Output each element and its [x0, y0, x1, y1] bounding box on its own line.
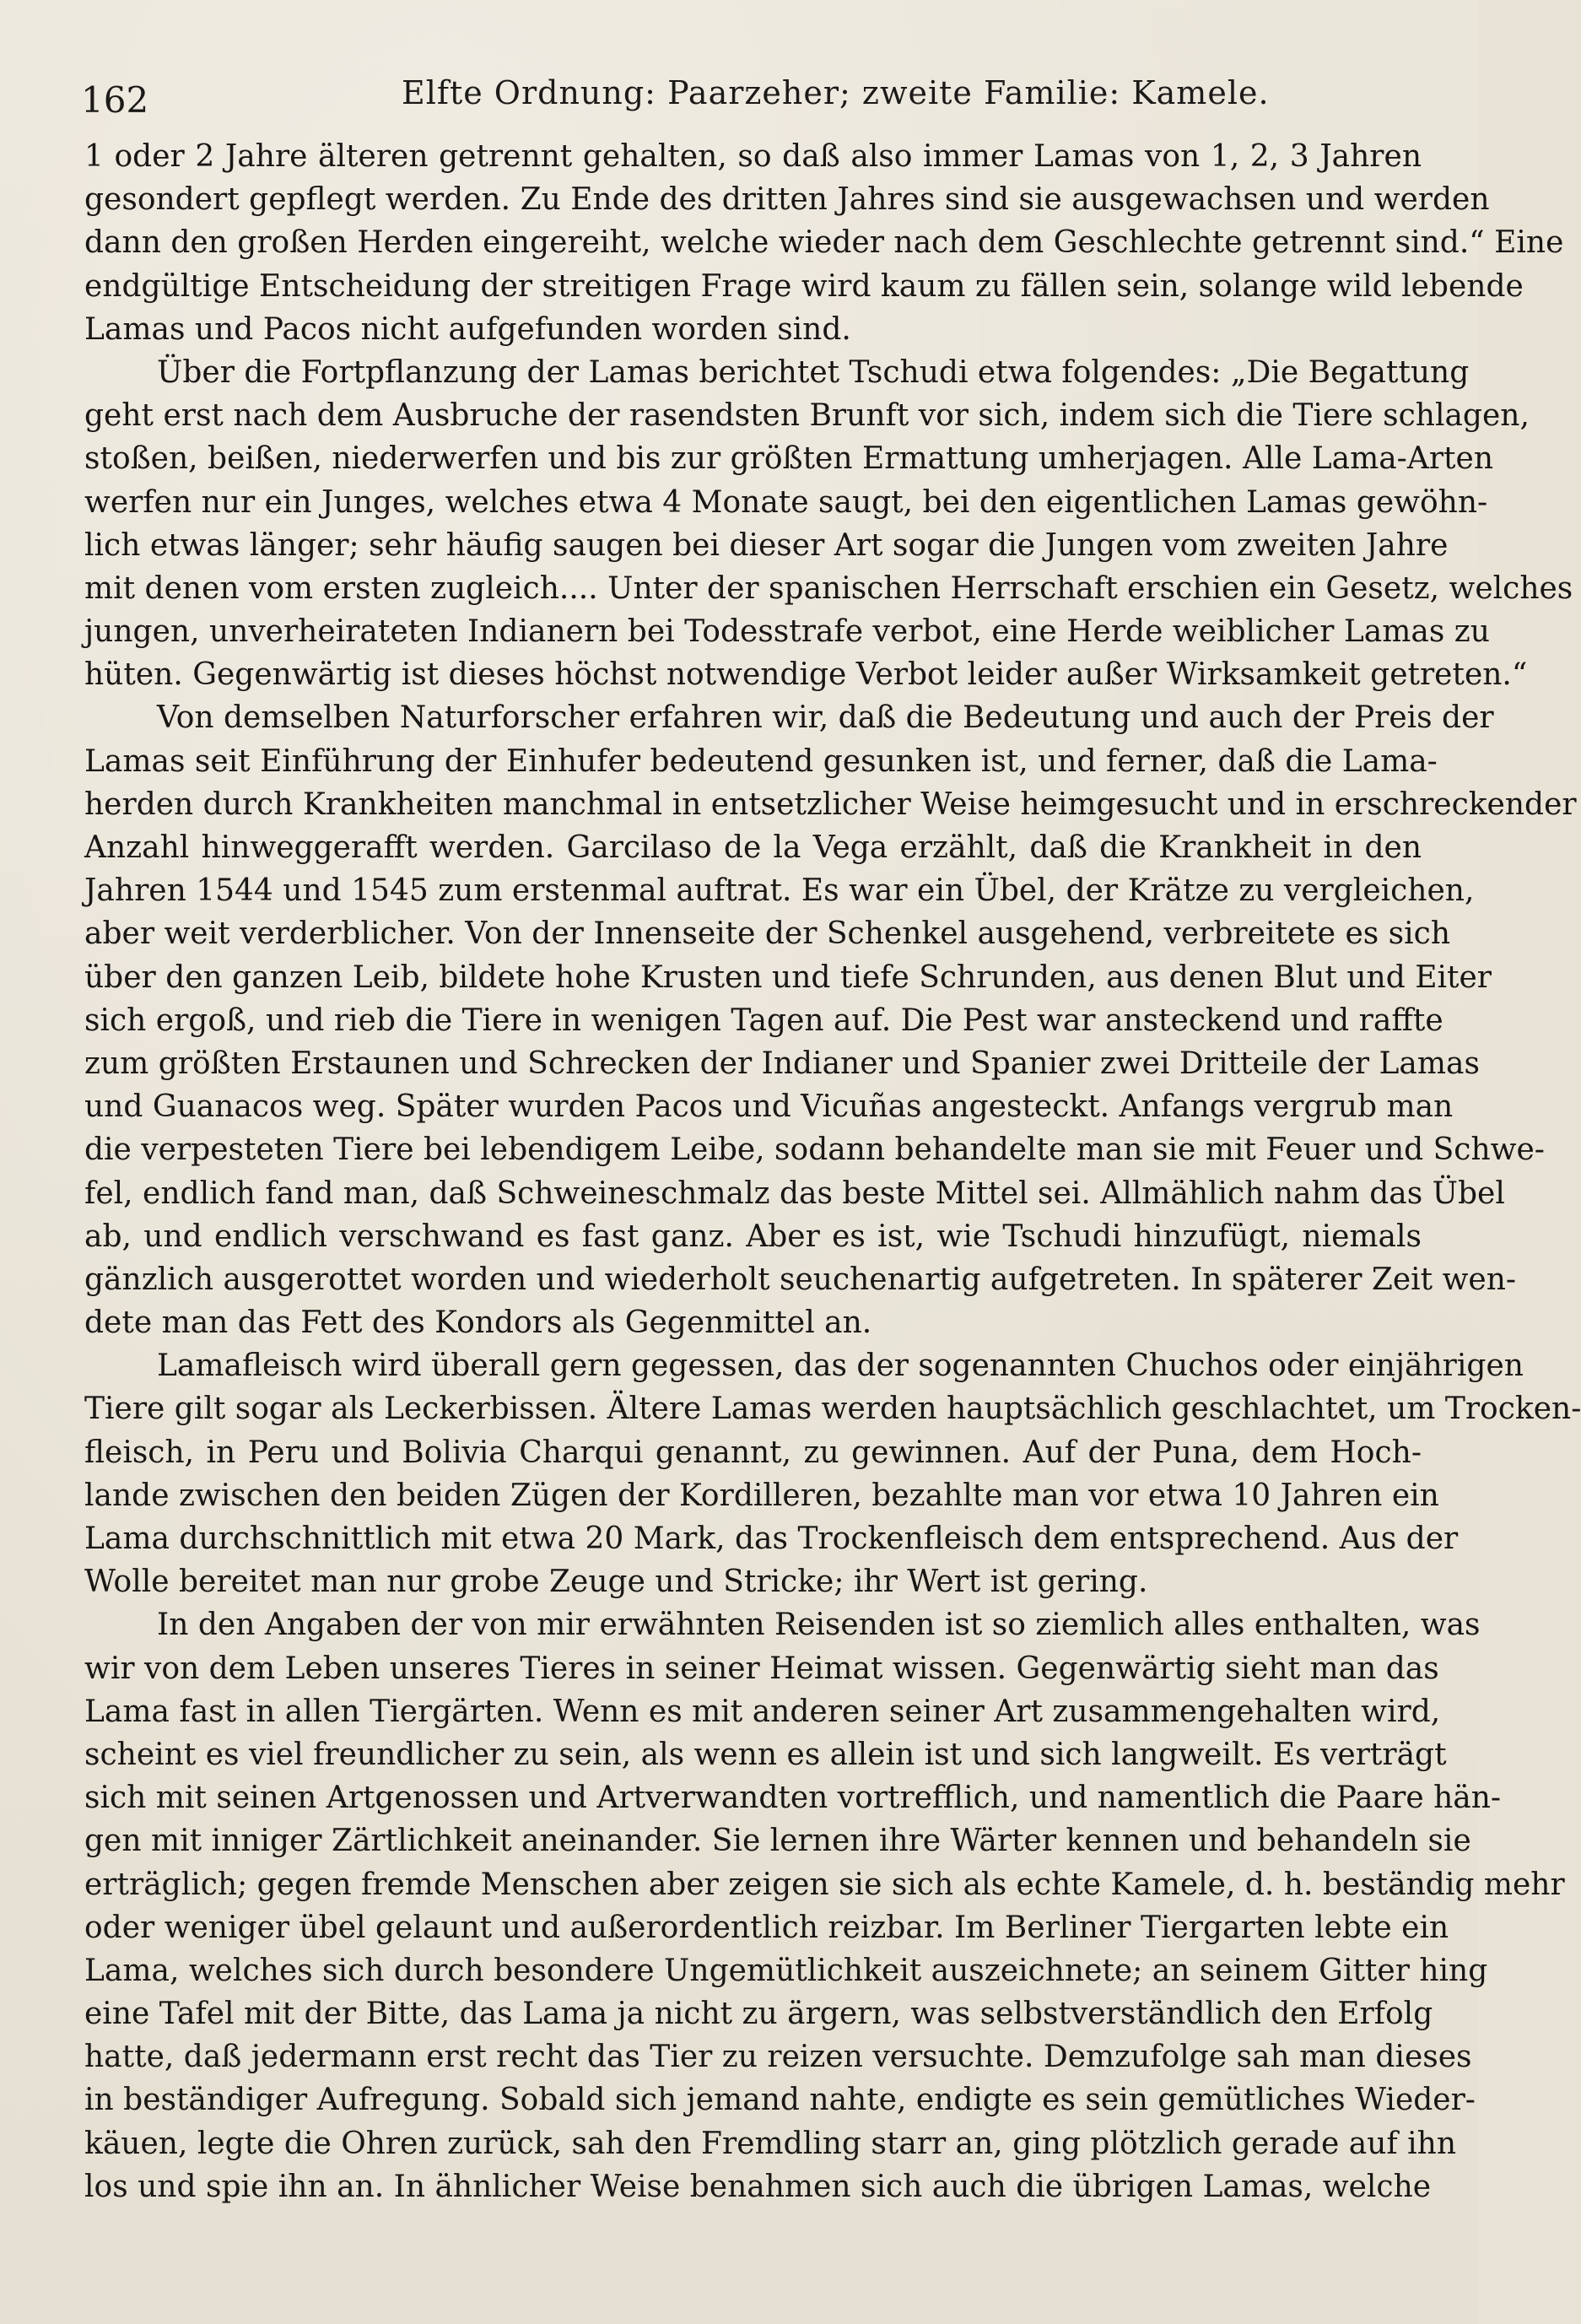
text-line: dete man das Fett des Kondors als Gegenmittel an. [84, 1305, 872, 1341]
text-line: Lamas seit Einführung der Einhufer bedeutend gesunken ist, und ferner, daß die Lama- [84, 743, 1438, 779]
text-line: stoßen, beißen, niederwerfen und bis zur größten Ermattung umherjagen. Alle Lama-Arten [84, 441, 1494, 477]
running-head: Elfte Ordnung: Paarzeher; zweite Familie: Kamele. [402, 74, 1270, 111]
text-line: hatte, daß jedermann erst recht das Tier zu reizen versuchte. Demzufolge sah man dieses [84, 2040, 1472, 2075]
text-line: oder weniger übel gelaunt und außerordentlich reizbar. Im Berliner Tiergarten lebte ein [84, 1910, 1449, 1945]
text-line: scheint es viel freundlicher zu sein, als wenn es allein ist und sich langweilt. Es verträgt [84, 1737, 1447, 1772]
text-line: Tiere gilt sogar als Leckerbissen. Ältere Lamas werden hauptsächlich geschlachtet, um Trocken- [84, 1392, 1581, 1427]
body-text [84, 135, 1581, 2295]
text-line: Anzahl hinweggerafft werden. Garcilaso de la Vega erzählt, daß die Krankheit in den [84, 830, 1422, 865]
text-line: geht erst nach dem Ausbruche der rasendsten Brunft vor sich, indem sich die Tiere schlagen, [84, 398, 1530, 434]
text-line: käuen, legte die Ohren zurück, sah den Fremdling starr an, ging plötzlich gerade auf ihn [84, 2126, 1457, 2161]
text-line: Wolle bereitet man nur grobe Zeuge und Stricke; ihr Wert ist gering. [84, 1565, 1148, 1600]
text-line: los und spie ihn an. In ähnlicher Weise benahmen sich auch die übrigen Lamas, welche [84, 2169, 1432, 2204]
text-line: und Guanacos weg. Später wurden Pacos und Vicuñas angesteckt. Anfangs vergrub man [84, 1089, 1454, 1125]
text-line: sich mit seinen Artgenossen und Artverwandten vortrefflich, und namentlich die Paare hän- [84, 1781, 1502, 1816]
text-line: Jahren 1544 und 1545 zum erstenmal auftrat. Es war ein Übel, der Krätze zu vergleichen, [84, 873, 1475, 909]
text-line: aber weit verderblicher. Von der Innenseite der Schenkel ausgehend, verbreitete es sich [84, 916, 1450, 952]
text-line: fleisch, in Peru und Bolivia Charqui genannt, zu gewinnen. Auf der Puna, dem Hoch- [84, 1435, 1422, 1470]
text-line: Lama, welches sich durch besondere Ungemütlichkeit auszeichnete; an seinem Gitter hing [84, 1953, 1488, 1988]
text-line: gänzlich ausgerottet worden und wiederholt seuchenartig aufgetreten. In späterer Zeit wen- [84, 1262, 1517, 1297]
page-header [81, 71, 1431, 130]
text-line: jungen, unverheirateten Indianern bei Todesstrafe verbot, eine Herde weiblicher Lamas zu [84, 614, 1490, 650]
text-line: endgültige Entscheidung der streitigen Frage wird kaum zu fällen sein, solange wild lebende [84, 268, 1524, 304]
text-line: Über die Fortpflanzung der Lamas berichtet Tschudi etwa folgendes: „Die Begattung [157, 354, 1470, 390]
text-line: wir von dem Leben unseres Tieres in seiner Heimat wissen. Gegenwärtig sieht man das [84, 1651, 1439, 1686]
text-line: mit denen vom ersten zugleich.... Unter der spanischen Herrschaft erschien ein Gesetz, welches [84, 570, 1573, 606]
text-line: fel, endlich fand man, daß Schweineschmalz das beste Mittel sei. Allmählich nahm das Übel [84, 1176, 1505, 1211]
text-line: lich etwas länger; sehr häufig saugen bei dieser Art sogar die Jungen vom zweiten Jahre [84, 527, 1449, 563]
text-line: 1 oder 2 Jahre älteren getrennt gehalten, so daß also immer Lamas von 1, 2, 3 Jahren [84, 139, 1422, 174]
text-line: Lama durchschnittlich mit etwa 20 Mark, das Trockenfleisch dem entsprechend. Aus der [84, 1521, 1459, 1556]
text-line: sich ergoß, und rieb die Tiere in wenigen Tagen auf. Die Pest war ansteckend und raffte [84, 1003, 1443, 1038]
text-line: Lamas und Pacos nicht aufgefunden worden sind. [84, 311, 851, 347]
text-line: hüten. Gegenwärtig ist dieses höchst notwendige Verbot leider außer Wirksamkeit getreten.“ [84, 657, 1528, 693]
text-line: die verpesteten Tiere bei lebendigem Leibe, sodann behandelte man sie mit Feuer und Schwe- [84, 1132, 1545, 1168]
text-line: gen mit inniger Zärtlichkeit aneinander. Sie lernen ihre Wärter kennen und behandeln sie [84, 1824, 1471, 1859]
text-line: In den Angaben der von mir erwähnten Reisenden ist so ziemlich alles enthalten, was [157, 1608, 1481, 1643]
text-line: Lamafleisch wird überall gern gegessen, das der sogenannten Chuchos oder einjährigen [157, 1348, 1524, 1384]
page-number: 162 [81, 79, 149, 121]
text-line: eine Tafel mit der Bitte, das Lama ja nicht zu ärgern, was selbstverständlich den Erfolg [84, 1997, 1433, 2032]
text-line: lande zwischen den beiden Zügen der Kordilleren, bezahlte man vor etwa 10 Jahren ein [84, 1478, 1439, 1513]
text-line: Von demselben Naturforscher erfahren wir, daß die Bedeutung und auch der Preis der [157, 700, 1494, 736]
text-line: erträglich; gegen fremde Menschen aber zeigen sie sich als echte Kamele, d. h. beständig mehr [84, 1867, 1565, 1902]
text-line: in beständiger Aufregung. Sobald sich jemand nahte, endigte es sein gemütliches Wieder- [84, 2083, 1476, 2118]
text-line: herden durch Krankheiten manchmal in entsetzlicher Weise heimgesucht und in erschreckender [84, 786, 1577, 822]
text-line: gesondert gepflegt werden. Zu Ende des dritten Jahres sind sie ausgewachsen und werden [84, 182, 1490, 218]
text-line: werfen nur ein Junges, welches etwa 4 Monate saugt, bei den eigentlichen Lamas gewöhn- [84, 484, 1488, 520]
text-line: zum größten Erstaunen und Schrecken der Indianer und Spanier zwei Dritteile der Lamas [84, 1046, 1480, 1081]
text-line: dann den großen Herden eingereiht, welche wieder nach dem Geschlechte getrennt sind.“ Eine [84, 225, 1564, 261]
text-line: Lama fast in allen Tiergärten. Wenn es mit anderen seiner Art zusammengehalten wird, [84, 1694, 1441, 1729]
text-line: über den ganzen Leib, bildete hohe Krusten und tiefe Schrunden, aus denen Blut und Eiter [84, 959, 1492, 995]
text-line: ab, und endlich verschwand es fast ganz. Aber es ist, wie Tschudi hinzufügt, niemals [84, 1219, 1422, 1254]
